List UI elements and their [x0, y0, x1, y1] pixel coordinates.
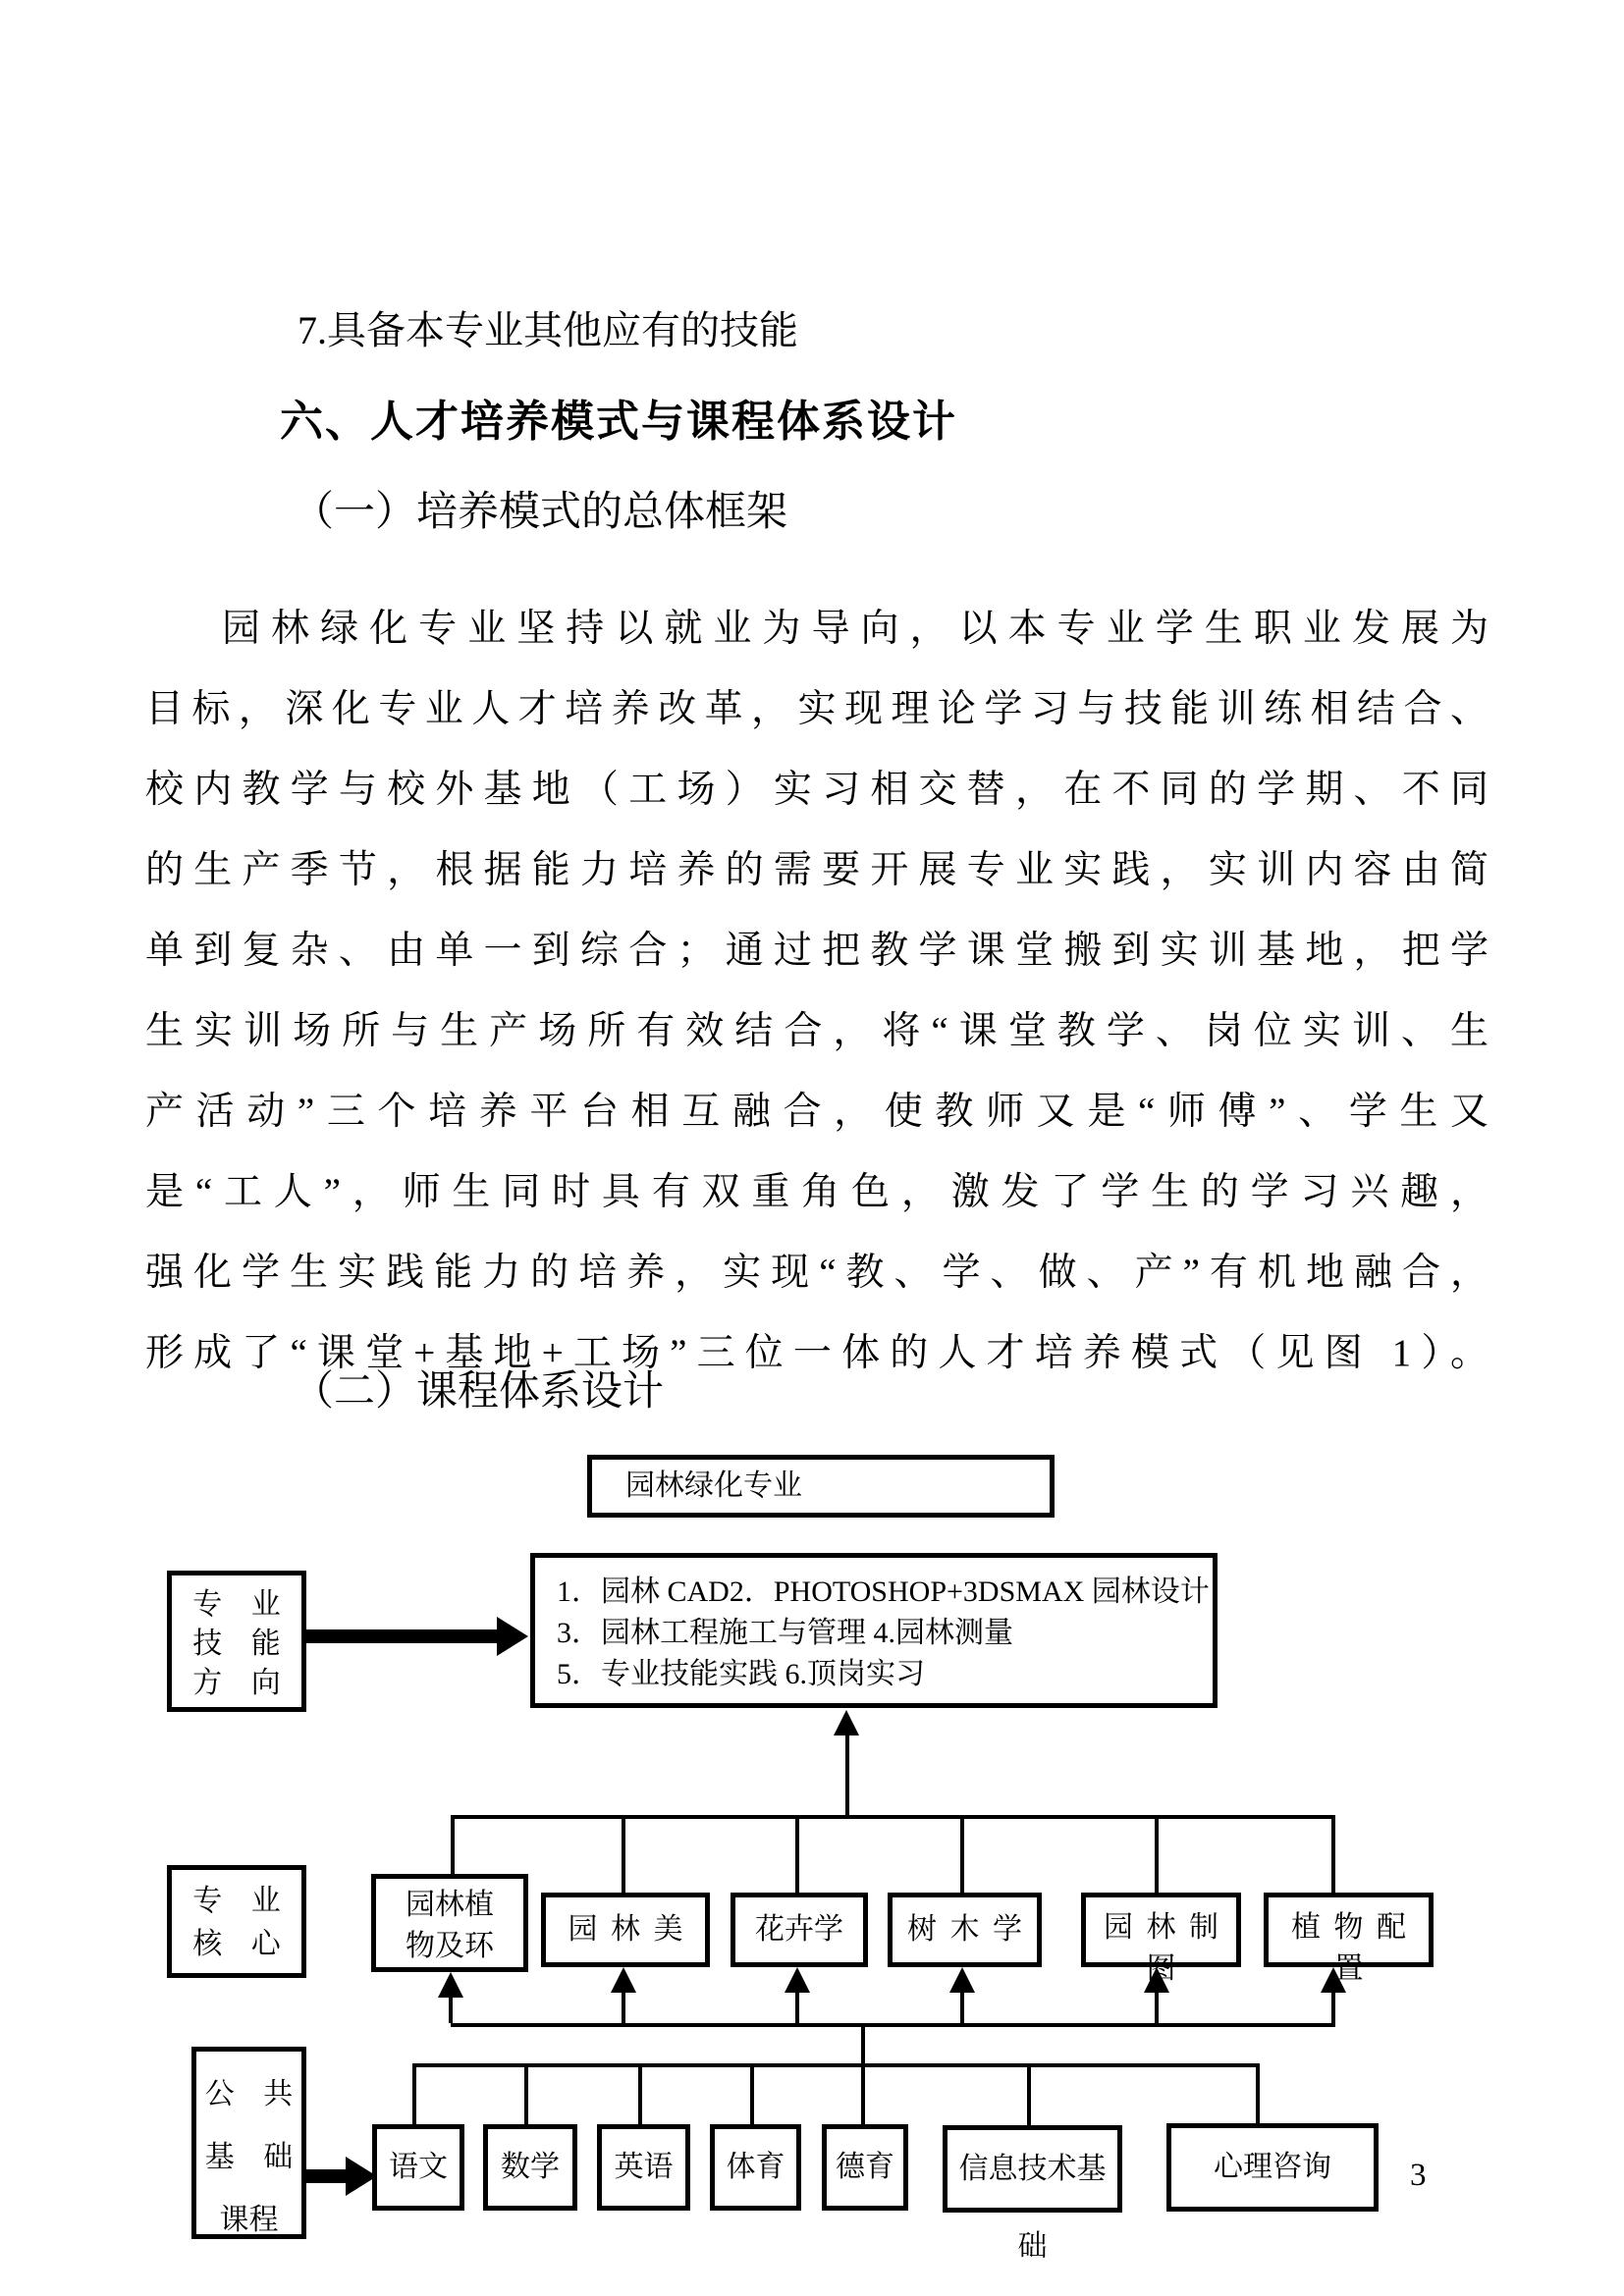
up-arrow-stem	[845, 1732, 849, 1815]
skill-course-line: 3．园林工程施工与管理 4.园林测量	[557, 1617, 1013, 1649]
diagram-box-core-course	[1264, 1893, 1434, 1985]
base-label-line: 课程	[219, 2204, 279, 2236]
diagram-box-base-subject	[372, 2124, 464, 2211]
body-line: 校内教学与校外基地（工场）实习相交替，在不同的学期、不同	[145, 769, 1489, 811]
diagram-box-major	[587, 1455, 1055, 1518]
center-connector	[861, 2027, 865, 2124]
skill-arrow-head	[497, 1617, 528, 1656]
connector	[638, 2067, 642, 2124]
connector	[622, 1819, 625, 1893]
base-subject-label: 数学	[501, 2151, 560, 2183]
diagram-box-base-subject	[710, 2124, 801, 2211]
diagram-box-core-course	[541, 1893, 710, 1967]
section-heading: 六、人才培养模式与课程体系设计	[280, 398, 957, 446]
skill-label-line: 技 能	[192, 1628, 281, 1660]
up-arrow-stem	[1331, 1989, 1335, 2023]
body-line: 是“工人”，师生同时具有双重角色，激发了学生的学习兴趣，	[145, 1171, 1489, 1213]
core-course-line: 物及环	[406, 1930, 494, 1962]
core-course-line: 树 木 学	[907, 1913, 1022, 1946]
connector	[1027, 2067, 1031, 2125]
diagram-box-base-subject	[483, 2124, 577, 2211]
body-line: 形成了“课堂+基地+工场”三位一体的人才培养模式（见图 1）。	[145, 1332, 1489, 1374]
subsection-heading-1: （一）培养模式的总体框架	[293, 490, 788, 535]
connector	[1256, 2067, 1260, 2123]
base-label-line: 公 共	[204, 2078, 294, 2110]
diagram-box-core-course	[1081, 1893, 1241, 1985]
base-subject-label: 德育	[836, 2151, 894, 2183]
core-course-line: 园 林 美	[568, 1913, 683, 1946]
base-subject-label: 英语	[614, 2151, 674, 2183]
diagram-box-skill-courses	[530, 1553, 1218, 1708]
diagram-box-base-subject	[822, 2124, 908, 2211]
core-bottom-bus	[451, 2023, 1335, 2027]
connector	[524, 2067, 528, 2124]
skill-course-line: 1．园林 CAD2．PHOTOSHOP+3DSMAX 园林设计	[557, 1575, 1210, 1608]
up-arrow-stem	[449, 1994, 453, 2023]
up-arrow-stem	[622, 1989, 625, 2023]
core-course-line: 园林植	[406, 1889, 494, 1921]
base-subject-label: 心理咨询	[1214, 2151, 1331, 2183]
page-number: 3	[1410, 2158, 1427, 2193]
up-arrow-stem	[795, 1989, 799, 2023]
subsection-heading-2: （二）课程体系设计	[293, 1369, 665, 1415]
connector	[451, 1819, 455, 1874]
skill-course-line: 5．专业技能实践 6.顶岗实习	[557, 1658, 925, 1690]
list-item-7: 7.具备本专业其他应有的技能	[298, 308, 798, 352]
skill-label-line: 专 业	[192, 1588, 281, 1621]
connector	[795, 1819, 799, 1893]
connector	[412, 2067, 416, 2124]
base-subject-label: 语文	[389, 2151, 448, 2183]
up-arrow-stem	[960, 1989, 964, 2023]
connector	[960, 1819, 964, 1893]
diagram-box-base-label	[191, 2047, 306, 2239]
body-line: 产活动”三个培养平台相互融合，使教师又是“师傅”、学生又	[145, 1091, 1489, 1133]
skill-label-line: 方 向	[192, 1667, 281, 1699]
base-subject-label: 信息技术基础	[958, 2153, 1107, 2263]
core-course-line: 植 物 配	[1291, 1911, 1406, 1944]
body-paragraph	[145, 589, 1489, 1394]
up-arrow-stem	[1155, 1989, 1159, 2023]
diagram-box-core-course	[371, 1874, 528, 1972]
base-bus	[412, 2063, 1260, 2067]
connector	[1331, 1819, 1335, 1893]
skill-arrow-stem	[306, 1629, 499, 1643]
diagram-box-skill-label	[167, 1571, 306, 1712]
body-line: 目标，深化专业人才培养改革，实现理论学习与技能训练相结合、	[145, 688, 1489, 730]
core-course-line: 置	[1333, 1952, 1364, 1985]
body-line: 强化学生实践能力的培养，实现“教、学、做、产”有机地融合，	[145, 1252, 1489, 1294]
body-line: 的生产季节，根据能力培养的需要开展专业实践，实训内容由简	[145, 849, 1489, 891]
connector	[1155, 1819, 1159, 1893]
body-line: 园林绿化专业坚持以就业为导向，以本专业学生职业发展为	[222, 608, 1489, 650]
connector	[750, 2067, 754, 2124]
core-label-line: 核 心	[192, 1928, 281, 1960]
core-label-line: 专 业	[192, 1885, 281, 1917]
base-label-line: 基 础	[204, 2141, 294, 2173]
base-arrow-stem	[306, 2169, 348, 2183]
body-line: 生实训场所与生产场所有效结合，将“课堂教学、岗位实训、生	[145, 1010, 1489, 1052]
core-course-line: 花卉学	[755, 1913, 843, 1946]
body-line: 单到复杂、由单一到综合；通过把教学课堂搬到实训基地，把学	[145, 930, 1489, 972]
diagram-box-base-subject	[1166, 2123, 1379, 2212]
base-subject-label: 体育	[726, 2151, 785, 2183]
diagram-box-core-label	[167, 1865, 306, 1978]
core-course-line: 园 林 制	[1104, 1911, 1218, 1944]
diagram-box-base-subject	[597, 2124, 690, 2211]
diagram-box-core-course	[731, 1893, 868, 1967]
diagram-box-base-subject	[943, 2125, 1122, 2263]
core-top-bus	[451, 1815, 1335, 1819]
diagram-box-major-label: 园林绿化专业	[625, 1469, 802, 1502]
core-course-line: 图	[1146, 1952, 1176, 1985]
diagram-box-core-course	[888, 1893, 1042, 1967]
